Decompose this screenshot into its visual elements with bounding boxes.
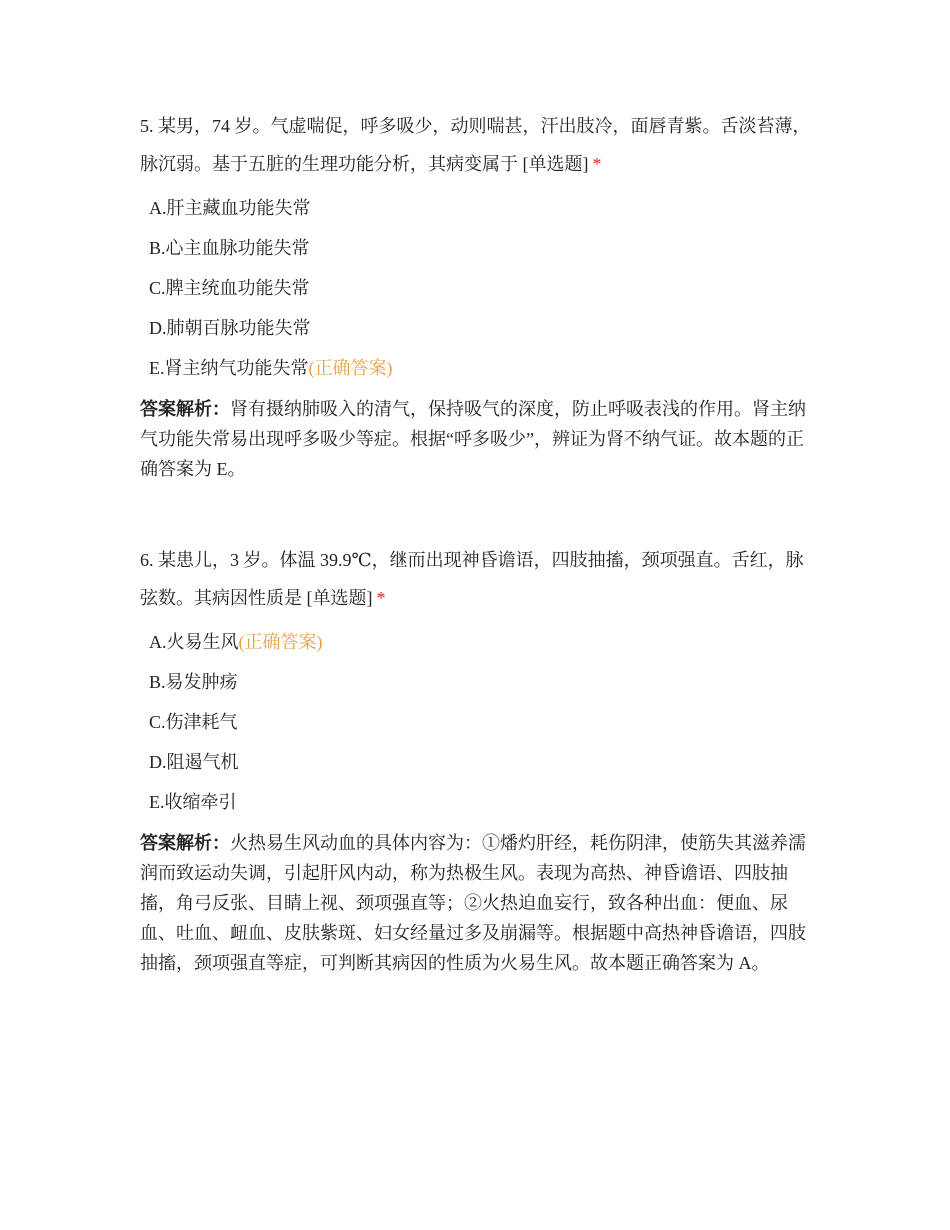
- option-text: B.心主血脉功能失常: [149, 238, 310, 258]
- option-c[interactable]: [140, 268, 820, 308]
- option-text: C.脾主统血功能失常: [149, 278, 310, 298]
- option-text: C.伤津耗气: [149, 712, 238, 732]
- analysis-label: 答案解析：: [140, 399, 230, 419]
- analysis-text: 肾有摄纳肺吸入的清气，保持吸气的深度，防止呼吸表浅的作用。肾主纳气功能失常易出现呼多吸少等症。根据“呼多吸少”，辨证为肾不纳气证。故本题的正确答案为 E。: [140, 399, 806, 479]
- option-d[interactable]: [140, 308, 820, 348]
- question-stem-text: 6. 某患儿，3 岁。体温 39.9℃，继而出现神昏谵语，四肢抽搐，颈项强直。舌红，脉弦数。其病因性质是 [单选题]: [140, 550, 804, 608]
- correct-answer-tag: (正确答案): [308, 358, 393, 378]
- option-text: D.肺朝百脉功能失常: [149, 318, 311, 338]
- option-e[interactable]: [140, 348, 820, 388]
- option-text: E.肾主纳气功能失常: [149, 358, 309, 378]
- question-stem: [140, 541, 820, 617]
- option-text: A.火易生风: [149, 632, 239, 652]
- option-list: [140, 622, 820, 822]
- option-text: D.阻遏气机: [149, 752, 239, 772]
- answer-analysis: [140, 394, 820, 484]
- option-b[interactable]: [140, 228, 820, 268]
- option-e[interactable]: [140, 782, 820, 822]
- correct-answer-tag: (正确答案): [238, 632, 323, 652]
- analysis-label: 答案解析：: [140, 833, 230, 853]
- question-6: [140, 541, 820, 978]
- option-a[interactable]: [140, 188, 820, 228]
- option-text: E.收缩牵引: [149, 792, 237, 812]
- required-mark: *: [376, 588, 386, 608]
- analysis-text: 火热易生风动血的具体内容为：①燔灼肝经，耗伤阴津，使筋失其滋养濡润而致运动失调，引起肝风内动，称为热极生风。表现为高热、神昏谵语、四肢抽搐，角弓反张、目睛上视、颈项强直等；②火热迫血妄行，致各种出血：便血、尿血、吐血、衄血、皮肤紫斑、妇女经量过多及崩漏等。根据题中高热神昏谵语，四肢抽搐，颈项强直等症，可判断其病因的性质为火易生风。故本题正确答案为 A。: [140, 833, 806, 973]
- required-mark: *: [592, 154, 602, 174]
- question-stem-text: 5. 某男，74 岁。气虚喘促，呼多吸少，动则喘甚，汗出肢冷，面唇青紫。舌淡苔薄，脉沉弱。基于五脏的生理功能分析，其病变属于 [单选题]: [140, 116, 811, 174]
- option-a[interactable]: [140, 622, 820, 662]
- question-stem: [140, 107, 820, 183]
- option-c[interactable]: [140, 702, 820, 742]
- option-d[interactable]: [140, 742, 820, 782]
- option-text: A.肝主藏血功能失常: [149, 198, 311, 218]
- answer-analysis: [140, 828, 820, 978]
- option-b[interactable]: [140, 662, 820, 702]
- option-list: [140, 188, 820, 388]
- option-text: B.易发肿疡: [149, 672, 238, 692]
- question-5: [140, 107, 820, 484]
